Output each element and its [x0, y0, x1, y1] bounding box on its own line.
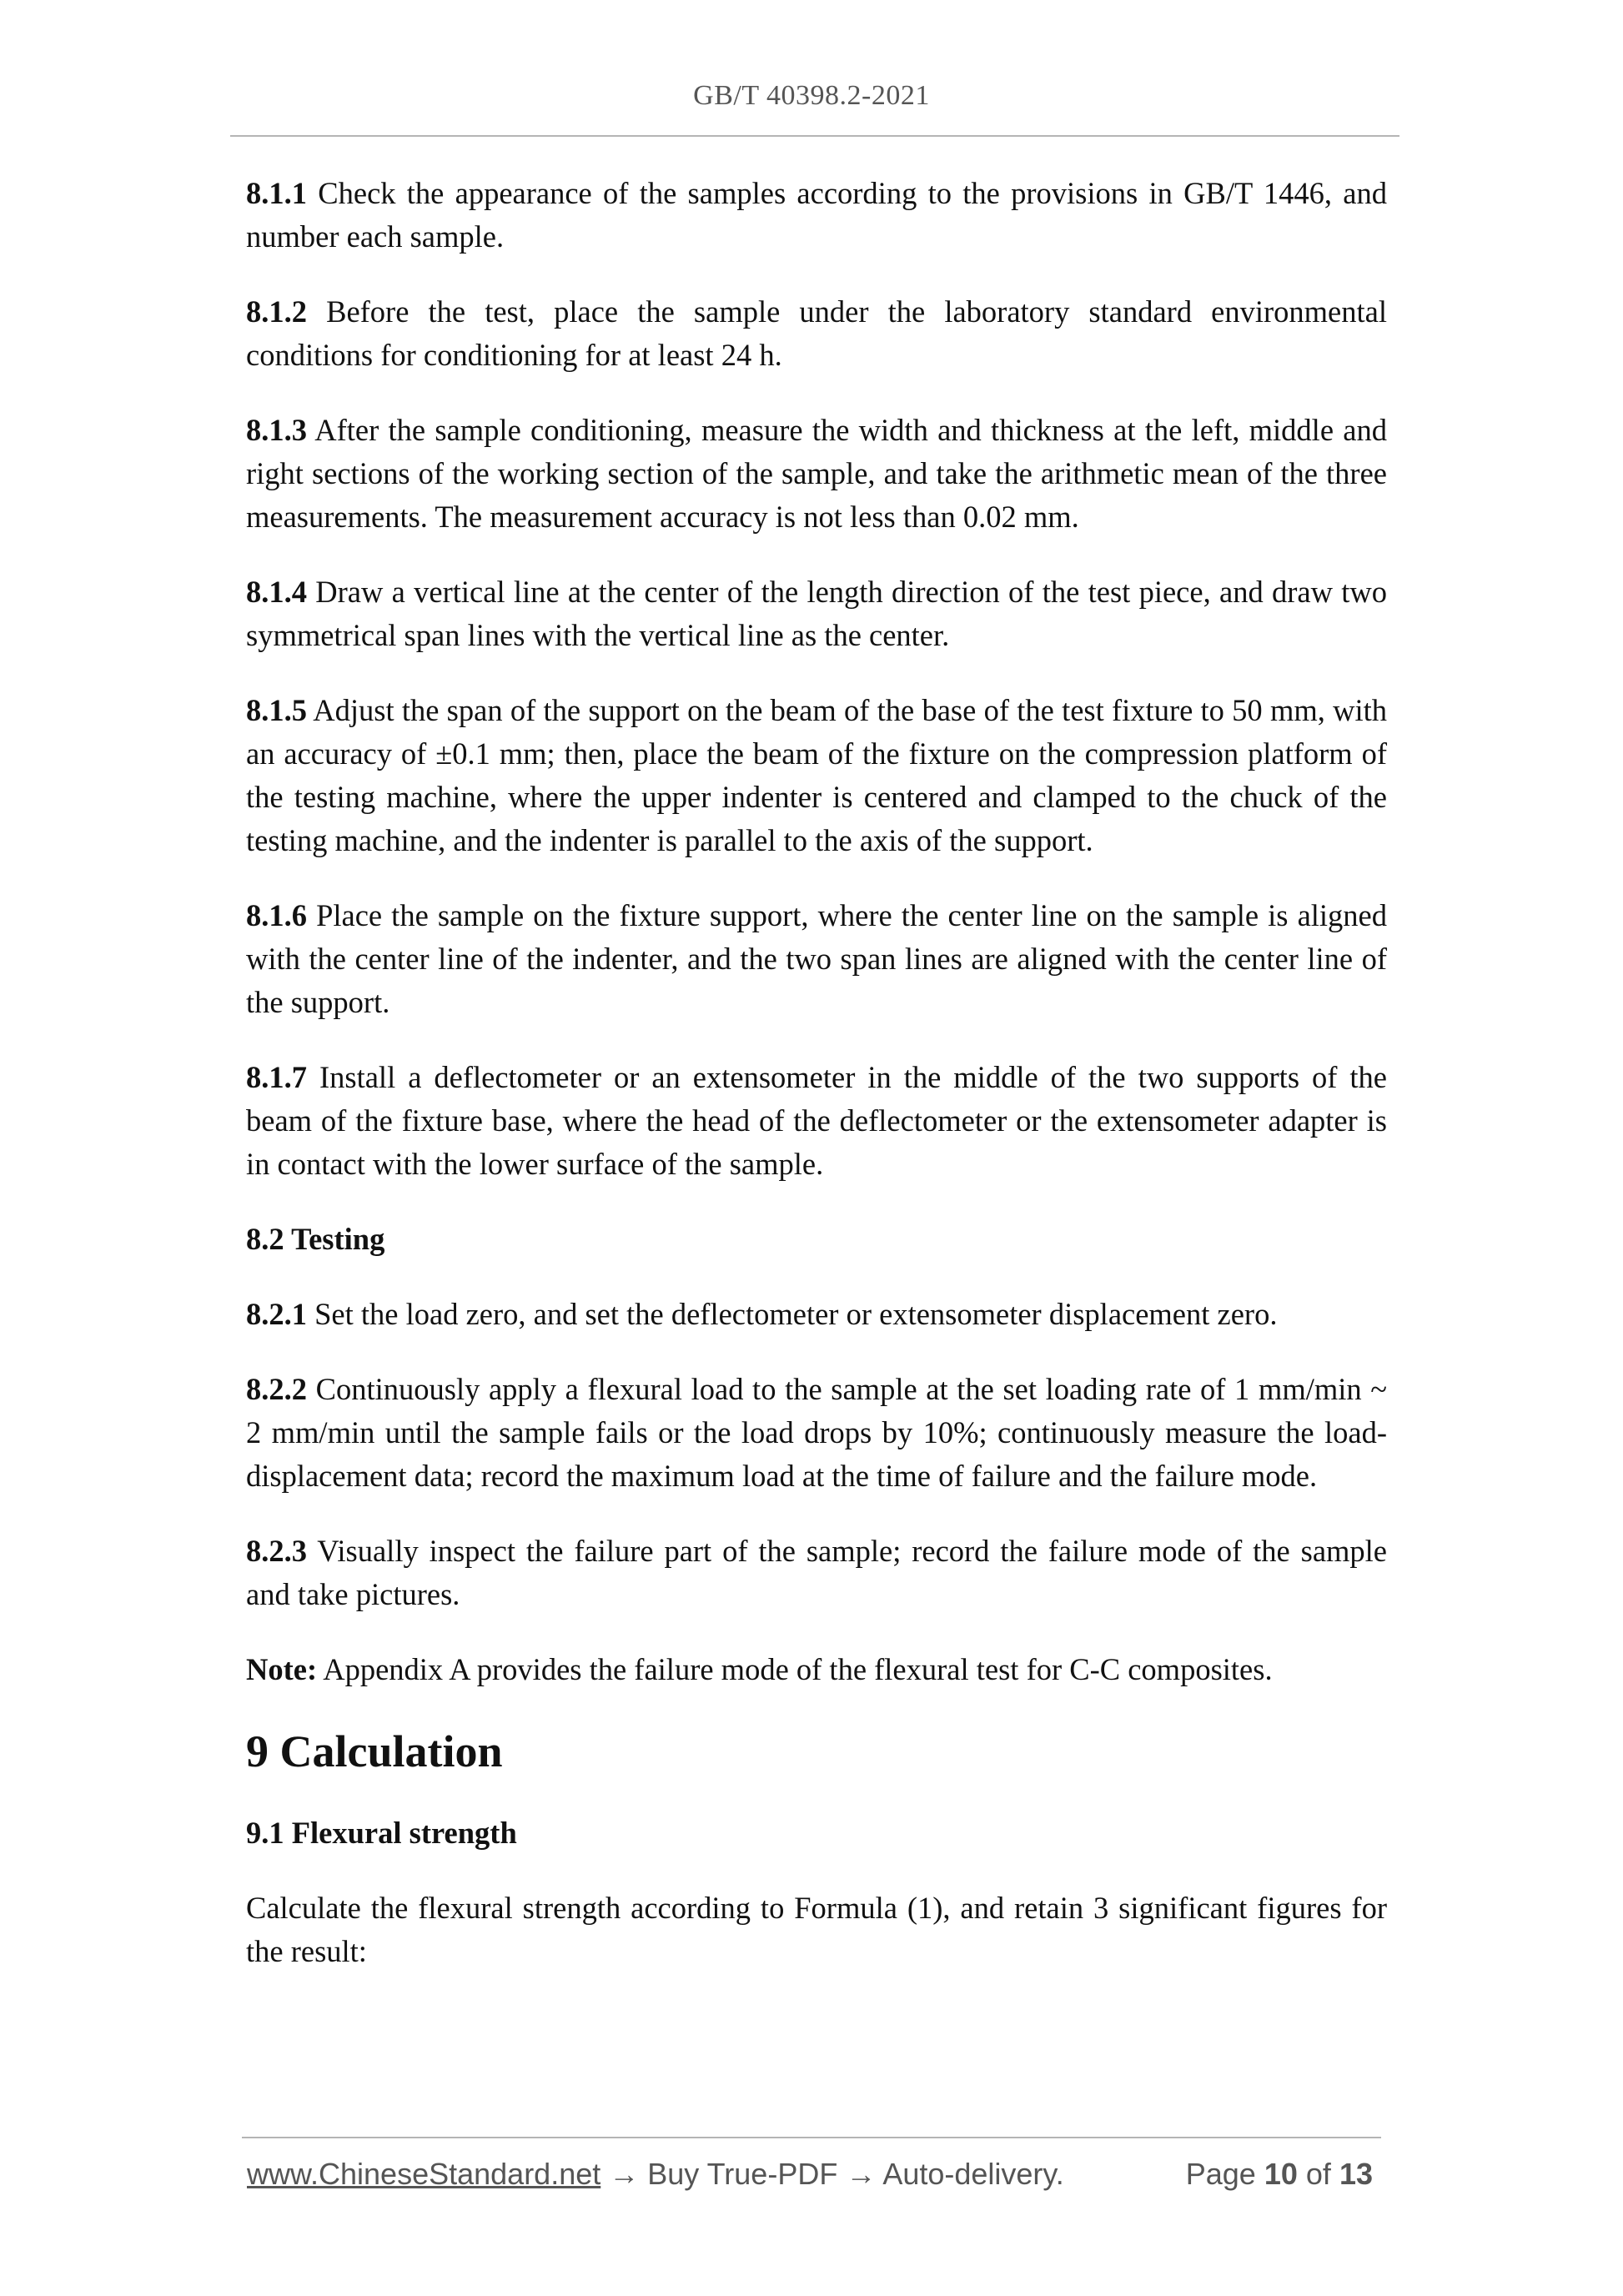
clause-number: 8.1.4: [246, 575, 307, 609]
footer-promo-text: → Buy True-PDF → Auto-delivery.: [600, 2157, 1064, 2191]
note: [246, 1648, 1387, 1691]
clause-number: 8.1.2: [246, 294, 307, 329]
clause-8-1-4: [246, 570, 1387, 657]
clause-8-2-3: [246, 1530, 1387, 1616]
clause-number: 8.1.7: [246, 1060, 307, 1094]
clause-number: 8.2.1: [246, 1297, 307, 1331]
clause-9-1-intro: Calculate the flexural strength according to Formula (1), and retain 3 significant figures for the result:: [246, 1891, 1387, 1968]
clause-text: Check the appearance of the samples according to the provisions in GB/T 1446, and number each sample.: [246, 176, 1387, 254]
note-text: Appendix A provides the failure mode of the flexural test for C-C composites.: [317, 1652, 1273, 1686]
clause-number: 8.2.2: [246, 1372, 307, 1406]
header-divider: [230, 135, 1399, 137]
page-current-number: 10: [1264, 2157, 1298, 2191]
clause-8-2-1: [246, 1293, 1387, 1336]
clause-8-1-2: [246, 290, 1387, 377]
clause-text: After the sample conditioning, measure the width and thickness at the left, middle and right sections of the working section of the sample, and take the arithmetic mean of the three measurements. The measurement accuracy is not less than 0.02 mm.: [246, 413, 1387, 534]
clause-8-2-2: [246, 1368, 1387, 1498]
page-of-label: of: [1305, 2157, 1331, 2191]
chapter-heading-9: 9 Calculation: [246, 1726, 503, 1776]
website-link[interactable]: www.ChineseStandard.net: [247, 2157, 601, 2191]
footer-promo: [247, 2157, 1064, 2192]
clause-number: 8.1.5: [246, 693, 307, 727]
clause-text: Before the test, place the sample under the laboratory standard environmental conditions for conditioning for at least 24 h.: [246, 294, 1387, 372]
footer-divider: [242, 2137, 1381, 2138]
clause-text: Adjust the span of the support on the beam of the base of the test fixture to 50 mm, with an accuracy of ±0.1 mm; then, place the beam of the fixture on the compression platform of the testing machine, where the upper indenter is centered and clamped to the chuck of the testing machine, and the indenter is parallel to the axis of the support.: [246, 693, 1387, 857]
clause-8-1-5: [246, 689, 1387, 862]
clause-8-1-1: [246, 172, 1387, 259]
section-heading-8-2: 8.2 Testing: [246, 1222, 385, 1256]
clause-text: Visually inspect the failure part of the sample; record the failure mode of the sample and take pictures.: [246, 1534, 1387, 1611]
page-indicator: [1186, 2157, 1373, 2192]
clause-text: Continuously apply a flexural load to the sample at the set loading rate of 1 mm/min ~ 2 mm/min until the sample fails or the load drops by 10%; continuously measure the load-displacement data; record the maximum load at the time of failure and the failure mode.: [246, 1372, 1387, 1493]
note-label: Note:: [246, 1652, 318, 1686]
clause-text: Draw a vertical line at the center of the length direction of the test piece, and draw two symmetrical span lines with the vertical line as the center.: [246, 575, 1387, 652]
section-heading-9-1: 9.1 Flexural strength: [246, 1816, 517, 1850]
page-label: Page: [1185, 2157, 1256, 2191]
document-body: [246, 172, 1387, 2005]
clause-8-1-7: [246, 1056, 1387, 1186]
clause-text: Place the sample on the fixture support, where the center line on the sample is aligned with the center line of the indenter, and the two span lines are aligned with the center line of the support.: [246, 898, 1387, 1019]
clause-number: 8.1.1: [246, 176, 307, 210]
clause-number: 8.1.6: [246, 898, 307, 932]
clause-8-1-3: [246, 409, 1387, 539]
page-footer: [247, 2157, 1381, 2198]
clause-number: 8.2.3: [246, 1534, 307, 1568]
clause-number: 8.1.3: [246, 413, 307, 447]
clause-text: Install a deflectometer or an extensometer in the middle of the two supports of the beam of the fixture base, where the head of the deflectometer or the extensometer adapter is in contact with the lower surface of the sample.: [246, 1060, 1387, 1181]
document-header-code: GB/T 40398.2-2021: [693, 80, 930, 111]
clause-8-1-6: [246, 894, 1387, 1024]
page-total-number: 13: [1339, 2157, 1373, 2191]
clause-text: Set the load zero, and set the deflectometer or extensometer displacement zero.: [307, 1297, 1278, 1331]
